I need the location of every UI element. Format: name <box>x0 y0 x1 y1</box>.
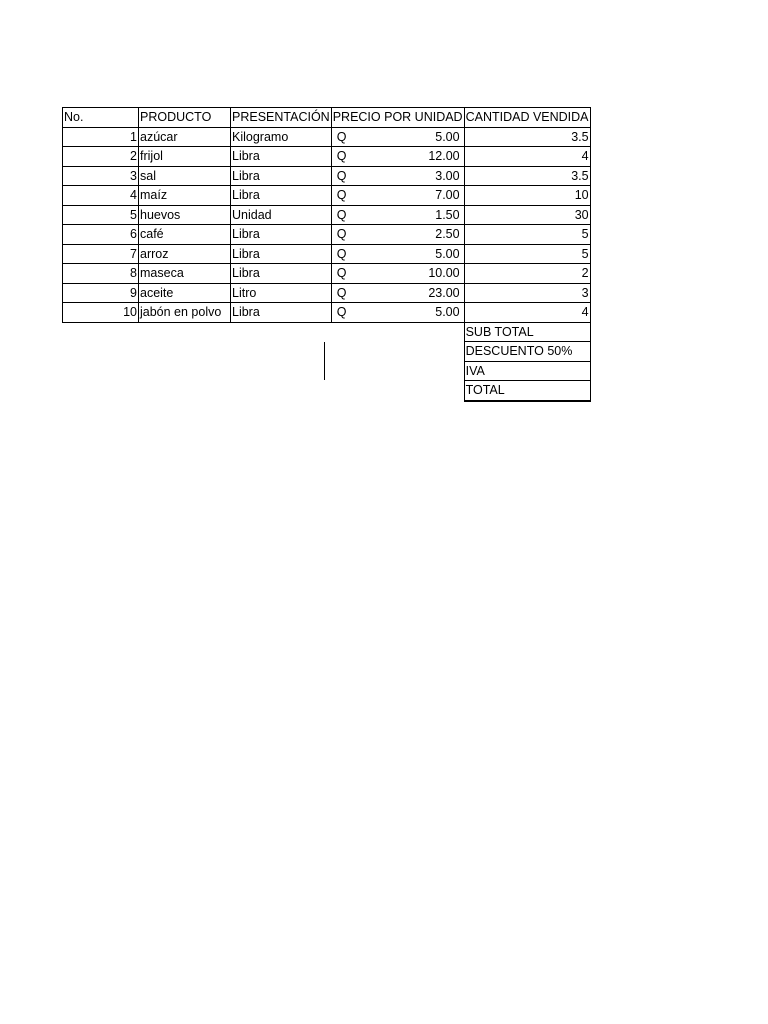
cell-cantidad[interactable]: 2 <box>464 264 590 284</box>
cell-presentacion[interactable]: Libra <box>231 244 332 264</box>
cell-cantidad[interactable]: 3 <box>464 283 590 303</box>
cell-cantidad[interactable]: 5 <box>464 244 590 264</box>
cell-producto[interactable]: frijol <box>139 147 231 167</box>
cell-presentacion[interactable]: Libra <box>231 166 332 186</box>
cell-producto[interactable]: sal <box>139 166 231 186</box>
summary-spacer <box>331 322 464 342</box>
currency-symbol: Q <box>336 168 347 183</box>
cell-presentacion[interactable]: Litro <box>231 283 332 303</box>
price-value: 10.00 <box>428 266 460 280</box>
cell-presentacion[interactable]: Libra <box>231 147 332 167</box>
cell-precio[interactable] <box>331 127 464 147</box>
currency-symbol: Q <box>336 188 347 202</box>
cell-presentacion[interactable]: Kilogramo <box>231 127 332 147</box>
header-presentacion: PRESENTACIÓN <box>231 108 332 128</box>
cell-no[interactable]: 4 <box>63 186 139 206</box>
summary-spacer <box>231 361 332 381</box>
summary-spacer <box>139 361 231 381</box>
summary-spacer <box>231 342 332 362</box>
table-row <box>63 205 591 225</box>
cell-cantidad[interactable]: 3.5 <box>464 166 590 186</box>
cell-presentacion[interactable]: Libra <box>231 264 332 284</box>
cell-producto[interactable]: maseca <box>139 264 231 284</box>
cell-producto[interactable]: huevos <box>139 205 231 225</box>
cell-presentacion[interactable]: Unidad <box>231 205 332 225</box>
cell-cantidad[interactable]: 10 <box>464 186 590 206</box>
cell-cantidad[interactable]: 4 <box>464 303 590 323</box>
cell-producto[interactable]: aceite <box>139 283 231 303</box>
cell-no[interactable]: 8 <box>63 264 139 284</box>
header-row <box>63 108 591 128</box>
currency-symbol: Q <box>336 227 347 241</box>
cell-presentacion[interactable]: Libra <box>231 225 332 245</box>
price-value: 12.00 <box>428 149 460 163</box>
header-no: No. <box>63 108 139 128</box>
cell-precio[interactable] <box>331 283 464 303</box>
summary-spacer <box>231 381 332 401</box>
price-value: 23.00 <box>428 285 460 300</box>
cell-precio[interactable] <box>331 205 464 225</box>
currency-symbol: Q <box>336 207 347 222</box>
currency-symbol: Q <box>336 149 347 163</box>
table-row <box>63 166 591 186</box>
cell-no[interactable]: 7 <box>63 244 139 264</box>
header-precio: PRECIO POR UNIDAD <box>331 108 464 128</box>
currency-symbol: Q <box>336 246 347 261</box>
price-value: 1.50 <box>435 207 460 222</box>
currency-symbol: Q <box>336 129 347 144</box>
cell-no[interactable]: 10 <box>63 303 139 323</box>
table-row <box>63 283 591 303</box>
summary-spacer <box>63 322 139 342</box>
price-value: 3.00 <box>435 168 460 183</box>
table-row <box>63 127 591 147</box>
cell-cantidad[interactable]: 30 <box>464 205 590 225</box>
currency-symbol: Q <box>336 266 347 280</box>
summary-row <box>63 381 591 401</box>
cell-precio[interactable] <box>331 244 464 264</box>
cell-producto[interactable]: maíz <box>139 186 231 206</box>
summary-spacer <box>331 361 464 381</box>
cell-producto[interactable]: azúcar <box>139 127 231 147</box>
table-row <box>63 186 591 206</box>
summary-spacer <box>63 342 139 362</box>
summary-spacer <box>63 361 139 381</box>
cell-no[interactable]: 5 <box>63 205 139 225</box>
cell-producto[interactable]: café <box>139 225 231 245</box>
cell-cantidad[interactable]: 4 <box>464 147 590 167</box>
header-producto: PRODUCTO <box>139 108 231 128</box>
summary-spacer <box>139 342 231 362</box>
summary-label[interactable]: TOTAL <box>464 381 590 401</box>
summary-label[interactable]: DESCUENTO 50% <box>464 342 590 362</box>
summary-label[interactable]: SUB TOTAL <box>464 322 590 342</box>
cell-producto[interactable]: arroz <box>139 244 231 264</box>
currency-symbol: Q <box>336 305 347 319</box>
summary-row <box>63 342 591 362</box>
summary-row <box>63 322 591 342</box>
price-value: 7.00 <box>435 188 460 202</box>
summary-spacer <box>139 381 231 401</box>
cell-precio[interactable] <box>331 147 464 167</box>
summary-spacer <box>331 342 464 362</box>
cell-precio[interactable] <box>331 264 464 284</box>
table-row <box>63 244 591 264</box>
header-cantidad: CANTIDAD VENDIDA <box>464 108 590 128</box>
price-value: 2.50 <box>435 227 460 241</box>
cell-precio[interactable] <box>331 186 464 206</box>
table-row <box>63 147 591 167</box>
summary-spacer <box>139 322 231 342</box>
summary-spacer <box>63 381 139 401</box>
summary-row <box>63 361 591 381</box>
table-row <box>63 225 591 245</box>
cell-no[interactable]: 1 <box>63 127 139 147</box>
table-row <box>63 264 591 284</box>
cell-producto[interactable]: jabón en polvo <box>139 303 231 323</box>
cell-no[interactable]: 6 <box>63 225 139 245</box>
cell-precio[interactable] <box>331 303 464 323</box>
summary-spacer <box>331 381 464 401</box>
cell-presentacion[interactable]: Libra <box>231 186 332 206</box>
cell-no[interactable]: 3 <box>63 166 139 186</box>
summary-label[interactable]: IVA <box>464 361 590 381</box>
cell-cantidad[interactable]: 5 <box>464 225 590 245</box>
cell-cantidad[interactable]: 3.5 <box>464 127 590 147</box>
cell-presentacion[interactable]: Libra <box>231 303 332 323</box>
cell-no[interactable]: 2 <box>63 147 139 167</box>
stray-vertical-line <box>324 342 325 380</box>
cell-precio[interactable] <box>331 166 464 186</box>
cell-no[interactable]: 9 <box>63 283 139 303</box>
price-value: 5.00 <box>435 246 460 261</box>
price-value: 5.00 <box>435 129 460 144</box>
table-row <box>63 303 591 323</box>
summary-spacer <box>231 322 332 342</box>
currency-symbol: Q <box>336 285 347 300</box>
price-value: 5.00 <box>435 305 460 319</box>
cell-precio[interactable] <box>331 225 464 245</box>
product-sales-table <box>62 107 591 402</box>
